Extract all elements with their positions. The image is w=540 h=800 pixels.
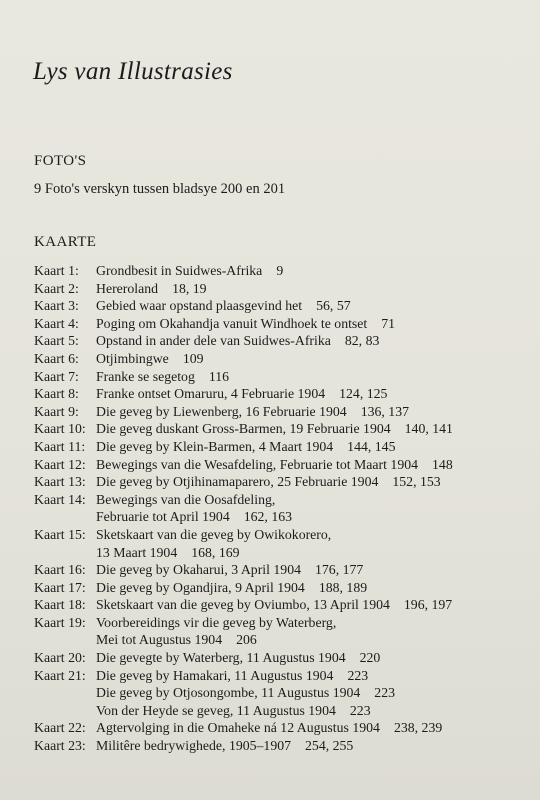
- list-item: [34, 315, 534, 333]
- map-number: Kaart 2:: [34, 280, 79, 296]
- map-number: Kaart 14:: [34, 491, 86, 507]
- map-entry: [96, 456, 534, 474]
- list-item: [34, 579, 534, 597]
- map-entry: [96, 561, 534, 579]
- list-item: [34, 456, 534, 474]
- map-entry: [96, 614, 534, 632]
- map-number: [34, 544, 96, 562]
- map-title: Von der Heyde se geveg, 11 Augustus 1904: [96, 702, 336, 718]
- map-entry: [96, 368, 534, 386]
- map-page-numbers: 18, 19: [172, 280, 207, 296]
- map-title: Die gevegte by Waterberg, 11 Augustus 1904: [96, 650, 346, 666]
- map-title: Die geveg by Ogandjira, 9 April 1904: [96, 579, 305, 595]
- list-item: [34, 667, 534, 685]
- map-title: Die geveg by Klein-Barmen, 4 Maart 1904: [96, 438, 334, 454]
- map-entry: [96, 403, 534, 421]
- map-number: Kaart 10:: [34, 421, 86, 437]
- map-entry: [96, 508, 534, 526]
- map-number: Kaart 3:: [34, 298, 79, 314]
- map-entry: [96, 438, 534, 456]
- map-page-numbers: 116: [208, 368, 230, 384]
- map-entry: [96, 544, 534, 562]
- map-entry: [96, 667, 534, 685]
- map-entry: [96, 631, 534, 649]
- list-item: [34, 297, 534, 315]
- map-number: Kaart 18:: [34, 597, 86, 613]
- list-item: [34, 684, 534, 702]
- map-number: Kaart 1:: [34, 263, 79, 278]
- map-number: Kaart 7:: [34, 368, 79, 384]
- map-title: Opstand in ander dele van Suidwes-Afrika: [96, 333, 331, 349]
- map-page-numbers: 71: [381, 315, 396, 331]
- map-number: Kaart 13:: [34, 474, 86, 490]
- map-title: Franke ontset Omaruru, 4 Februarie 1904: [96, 386, 326, 402]
- map-entry: [96, 473, 534, 491]
- map-page-numbers: 168, 169: [191, 544, 240, 560]
- map-title: Mei tot Augustus 1904: [96, 632, 223, 648]
- map-entry: [96, 596, 534, 614]
- map-page-numbers: 124, 125: [339, 386, 388, 402]
- list-item: [34, 561, 534, 579]
- map-entry: [96, 332, 534, 350]
- map-number: [34, 508, 96, 526]
- fotos-description: 9 Foto's verskyn tussen bladsye 200 en 201: [34, 181, 286, 197]
- map-entry: [96, 737, 534, 755]
- map-page-numbers: 254, 255: [305, 738, 354, 754]
- map-page-numbers: 162, 163: [243, 509, 293, 525]
- list-item: [34, 526, 534, 544]
- list-item: [34, 280, 534, 298]
- map-number: Kaart 22:: [34, 720, 86, 736]
- map-title: Die geveg by Okaharui, 3 April 1904: [96, 562, 301, 578]
- list-item: [34, 438, 534, 456]
- map-title: Hereroland: [96, 280, 159, 296]
- map-title: Sketskaart van die geveg by Owikokorero,: [96, 526, 332, 542]
- map-title: Grondbesit in Suidwes-Afrika: [96, 263, 263, 278]
- list-item: [34, 614, 534, 632]
- map-entry: [96, 684, 534, 702]
- list-item: [34, 737, 534, 755]
- map-page-numbers: 188, 189: [318, 579, 368, 595]
- map-entry: [96, 262, 534, 280]
- map-page-numbers: 176, 177: [315, 562, 364, 578]
- map-number: Kaart 17:: [34, 579, 86, 595]
- map-number: Kaart 21:: [34, 667, 86, 683]
- map-title: Otjimbingwe: [96, 350, 169, 366]
- list-item: [34, 368, 534, 386]
- map-page-numbers: 144, 145: [347, 438, 396, 454]
- map-number: Kaart 6:: [34, 350, 79, 366]
- map-page-numbers: 148: [432, 456, 453, 472]
- map-entry: [96, 579, 534, 597]
- map-page-numbers: 220: [359, 650, 381, 666]
- fotos-heading: FOTO'S: [34, 153, 87, 169]
- map-number: Kaart 8:: [34, 386, 79, 402]
- map-title: Die geveg by Hamakari, 11 Augustus 1904: [96, 667, 334, 683]
- map-entry: [96, 526, 534, 544]
- map-page-numbers: 152, 153: [392, 474, 441, 490]
- map-number: Kaart 4:: [34, 315, 79, 331]
- list-item: [34, 719, 534, 737]
- map-number: Kaart 16:: [34, 562, 86, 578]
- map-title: Die geveg by Otjosongombe, 11 Augustus 1904: [96, 685, 361, 701]
- map-number: Kaart 12:: [34, 456, 86, 472]
- map-entry: [96, 280, 534, 298]
- list-item: [34, 350, 534, 368]
- map-entry: [96, 649, 534, 667]
- map-title: Poging om Okahandja vanuit Windhoek te ontset: [96, 315, 368, 331]
- map-title: Agtervolging in die Omaheke ná 12 Augustus 1904: [96, 720, 380, 736]
- map-title: Bewegings van die Wesafdeling, Februarie tot Maart 1904: [96, 456, 419, 472]
- map-entry: [96, 385, 534, 403]
- map-number: Kaart 19:: [34, 614, 86, 630]
- list-item: [34, 385, 534, 403]
- map-page-numbers: 82, 83: [344, 333, 380, 349]
- list-item: [34, 403, 534, 421]
- map-number: Kaart 9:: [34, 403, 79, 419]
- map-title: 13 Maart 1904: [96, 544, 178, 560]
- map-number: [34, 702, 96, 720]
- map-number: Kaart 5:: [34, 333, 79, 349]
- map-page-numbers: 56, 57: [316, 298, 351, 314]
- map-page-numbers: 223: [374, 685, 395, 701]
- map-list: [34, 262, 534, 755]
- map-number: Kaart 23:: [34, 738, 86, 754]
- map-page-numbers: 238, 239: [393, 720, 443, 736]
- list-item: [34, 702, 534, 720]
- map-title: Voorbereidings vir die geveg by Waterberg,: [96, 614, 337, 630]
- map-entry: [96, 297, 534, 315]
- map-title: Die geveg duskant Gross-Barmen, 19 Februarie 1904: [96, 421, 391, 437]
- map-title: Gebied waar opstand plaasgevind het: [96, 298, 303, 314]
- map-title: Februarie tot April 1904: [96, 509, 230, 525]
- map-page-numbers: 206: [236, 632, 257, 648]
- map-page-numbers: 223: [349, 702, 371, 718]
- map-title: Franke se segetog: [96, 368, 195, 384]
- map-page-numbers: 9: [276, 263, 284, 278]
- list-item: [34, 508, 534, 526]
- map-title: Die geveg by Liewenberg, 16 Februarie 1904: [96, 403, 347, 419]
- map-page-numbers: 136, 137: [360, 403, 409, 419]
- map-title: Die geveg by Otjihinamaparero, 25 Februarie 1904: [96, 474, 379, 490]
- list-item: [34, 420, 534, 438]
- map-title: Sketskaart van die geveg by Oviumbo, 13 April 1904: [96, 597, 390, 613]
- list-item: [34, 473, 534, 491]
- map-entry: [96, 491, 534, 509]
- map-title: Bewegings van die Oosafdeling,: [96, 491, 276, 507]
- map-page-numbers: 140, 141: [404, 421, 453, 437]
- map-entry: [96, 719, 534, 737]
- map-page-numbers: 196, 197: [403, 597, 453, 613]
- list-item: [34, 649, 534, 667]
- map-entry: [96, 420, 534, 438]
- kaarte-heading: KAARTE: [34, 234, 97, 250]
- map-title: Militêre bedrywighede, 1905–1907: [96, 738, 292, 754]
- map-number: [34, 684, 96, 702]
- map-number: [34, 631, 96, 649]
- map-number: Kaart 20:: [34, 650, 86, 666]
- map-entry: [96, 315, 534, 333]
- map-number: Kaart 15:: [34, 526, 86, 542]
- list-item: [34, 544, 534, 562]
- page-title: Lys van Illustrasies: [33, 58, 233, 85]
- map-page-numbers: 109: [182, 350, 204, 366]
- list-item: [34, 491, 534, 509]
- list-item: [34, 596, 534, 614]
- map-page-numbers: 223: [347, 667, 369, 683]
- map-entry: [96, 702, 534, 720]
- map-number: Kaart 11:: [34, 438, 86, 454]
- list-item: [34, 262, 534, 280]
- list-item: [34, 332, 534, 350]
- map-entry: [96, 350, 534, 368]
- list-item: [34, 631, 534, 649]
